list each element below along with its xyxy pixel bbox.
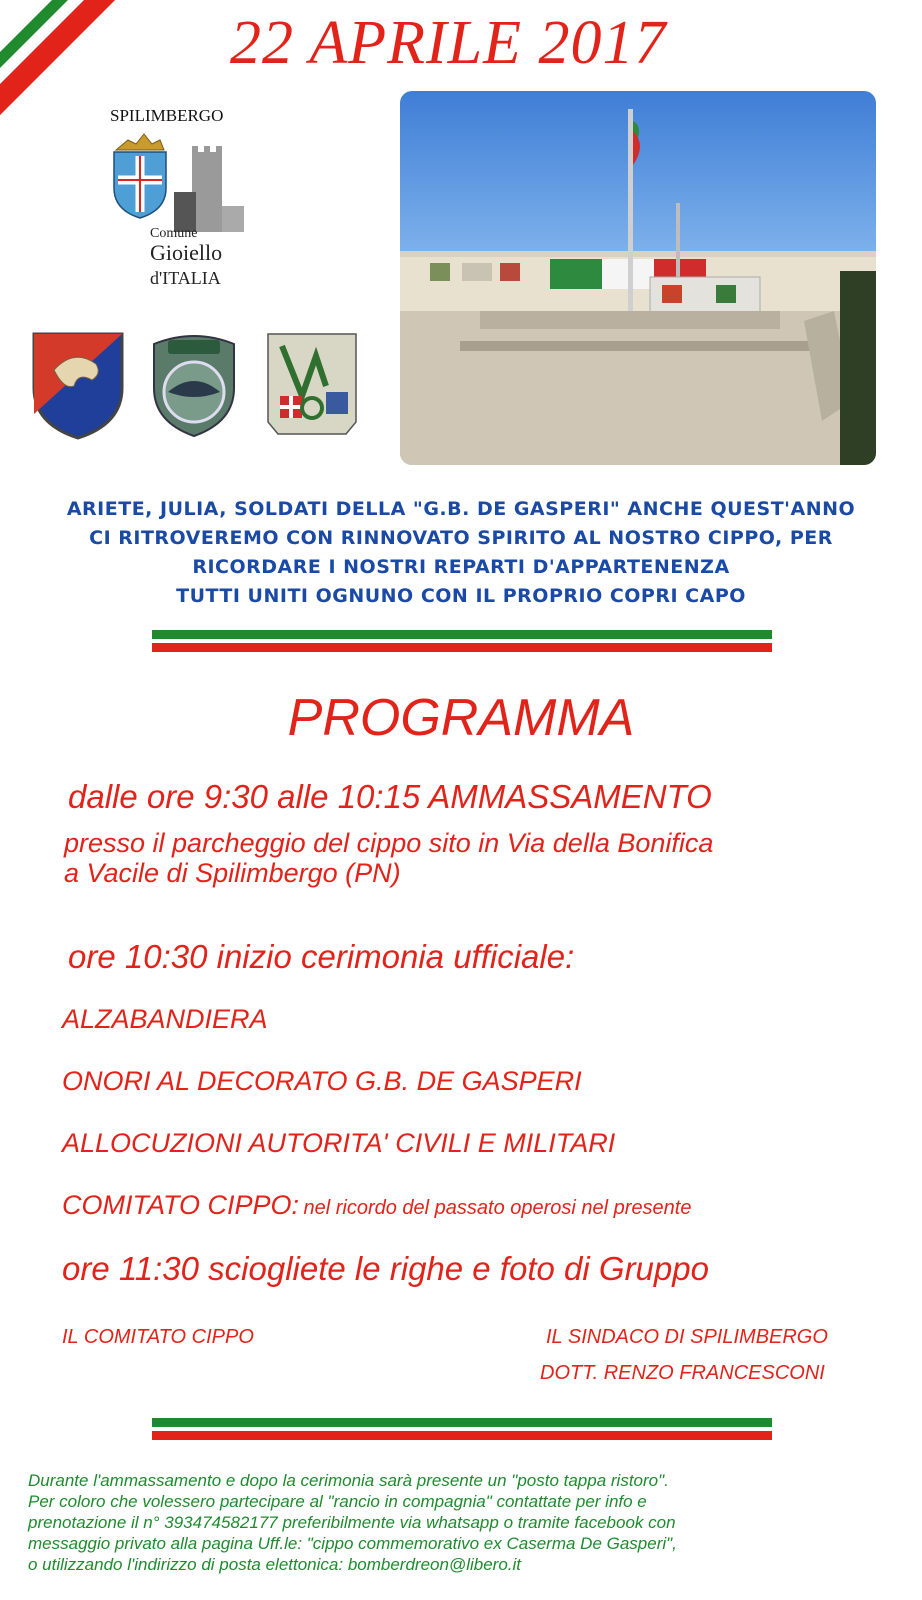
motto-line-4: TUTTI UNITI OGNUNO CON IL PROPRIO COPRI CAPO xyxy=(176,585,746,607)
program-item-comitato xyxy=(62,1190,692,1221)
signature-mayor-name: DOTT. RENZO FRANCESCONI xyxy=(540,1362,825,1384)
ariete-badge xyxy=(30,330,126,442)
motto-line-1: ARIETE, JULIA, SOLDATI DELLA "G.B. DE GASPERI" ANCHE QUEST'ANNO xyxy=(66,498,856,520)
julia-badge xyxy=(146,330,242,442)
motto-text xyxy=(20,495,902,611)
comitato-label: COMITATO CIPPO: xyxy=(62,1190,300,1220)
comitato-note: nel ricordo del passato operosi nel presente xyxy=(303,1197,692,1219)
footer-line-3: prenotazione il n° 393474582177 preferibilmente via whatsapp o tramite facebook con xyxy=(28,1513,676,1532)
footer-line-4: messaggio privato alla pagina Uff.le: "cippo commemorativo ex Caserma De Gasperi", xyxy=(28,1534,677,1553)
footer-line-2: Per coloro che volessero partecipare al "rancio in compagnia" contattate per info e xyxy=(28,1492,647,1511)
signature-committee: IL COMITATO CIPPO xyxy=(62,1326,254,1348)
assembly-location-line-2: a Vacile di Spilimbergo (PN) xyxy=(64,858,401,888)
signature-mayor-title: IL SINDACO DI SPILIMBERGO xyxy=(546,1326,828,1348)
program-item-alzabandiera: ALZABANDIERA xyxy=(62,1004,268,1034)
program-title: PROGRAMMA xyxy=(287,689,635,747)
assembly-location-line-1: presso il parcheggio del cippo sito in Via della Bonifica xyxy=(64,828,714,858)
motto-line-3: RICORDARE I NOSTRI REPARTI D'APPARTENENZA xyxy=(192,556,730,578)
assembly-time: dalle ore 9:30 alle 10:15 AMMASSAMENTO xyxy=(68,778,712,815)
motto-line-2: CI RITROVEREMO CON RINNOVATO SPIRITO AL NOSTRO CIPPO, PER xyxy=(89,527,833,549)
footer-line-1: Durante l'ammassamento e dopo la cerimonia sarà presente un "posto tappa ristoro". xyxy=(28,1471,669,1490)
tricolor-divider-top xyxy=(152,630,772,652)
tricolor-divider-bottom xyxy=(152,1418,772,1440)
logo-label-gioiello: Gioiello xyxy=(150,240,223,265)
closing-time: ore 11:30 sciogliete le righe e foto di Gruppo xyxy=(62,1250,709,1287)
program-item-onori: ONORI AL DECORATO G.B. DE GASPERI xyxy=(62,1066,582,1096)
town-name: SPILIMBERGO xyxy=(110,106,224,125)
event-date: 22 APRILE 2017 xyxy=(230,9,667,77)
footer-info xyxy=(28,1470,908,1575)
logo-label-comune: Comune xyxy=(150,226,198,241)
footer-line-5: o utilizzando l'indirizzo di posta elettonica: bomberdreon@libero.it xyxy=(28,1555,521,1574)
program-item-allocuzioni: ALLOCUZIONI AUTORITA' CIVILI E MILITARI xyxy=(62,1128,616,1158)
gruppo-udine-badge xyxy=(262,326,358,438)
memorial-photo xyxy=(400,91,876,465)
ceremony-start: ore 10:30 inizio cerimonia ufficiale: xyxy=(68,938,575,975)
logo-label-italia: d'ITALIA xyxy=(150,268,221,288)
